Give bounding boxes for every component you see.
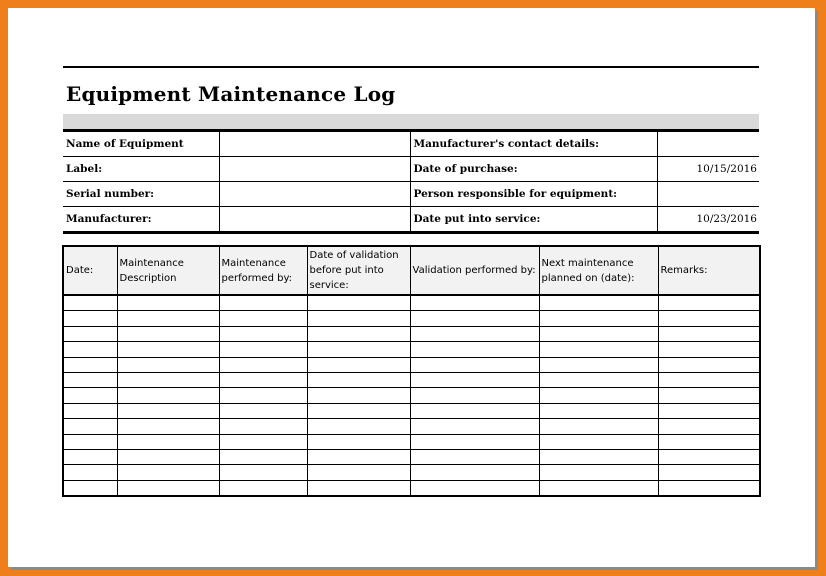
table-cell[interactable] [410, 449, 539, 464]
header-band [63, 114, 759, 129]
table-cell[interactable] [410, 434, 539, 449]
service-date-label: Date put into service: [410, 207, 657, 233]
manufacturer-contact-label: Manufacturer's contact details: [410, 132, 657, 157]
table-cell[interactable] [539, 342, 658, 357]
table-cell[interactable] [410, 326, 539, 341]
document-title: Equipment Maintenance Log [66, 82, 396, 106]
equipment-name-value[interactable] [219, 132, 410, 157]
table-cell[interactable] [63, 357, 117, 372]
info-row-manufacturer [63, 207, 759, 233]
table-cell[interactable] [63, 403, 117, 418]
table-cell[interactable] [117, 372, 219, 387]
table-cell[interactable] [63, 419, 117, 434]
table-cell[interactable] [117, 449, 219, 464]
table-cell[interactable] [219, 403, 307, 418]
table-cell[interactable] [307, 419, 410, 434]
table-row [63, 480, 760, 496]
info-row-serial [63, 182, 759, 207]
table-cell[interactable] [219, 295, 307, 311]
table-row [63, 403, 760, 418]
table-cell[interactable] [658, 311, 760, 326]
header-validation-date: Date of validation before put into service: [307, 246, 410, 295]
log-body [63, 295, 760, 496]
table-cell[interactable] [219, 311, 307, 326]
table-row [63, 326, 760, 341]
table-cell[interactable] [410, 311, 539, 326]
table-cell[interactable] [117, 419, 219, 434]
table-cell[interactable] [410, 480, 539, 496]
top-rule [63, 66, 759, 68]
table-row [63, 357, 760, 372]
table-cell[interactable] [307, 326, 410, 341]
table-cell[interactable] [63, 480, 117, 496]
table-cell[interactable] [658, 465, 760, 480]
table-cell[interactable] [117, 311, 219, 326]
info-row-label [63, 157, 759, 182]
table-cell[interactable] [63, 311, 117, 326]
table-cell[interactable] [219, 388, 307, 403]
table-cell[interactable] [307, 434, 410, 449]
document-page [8, 8, 815, 567]
table-cell[interactable] [63, 295, 117, 311]
table-cell[interactable] [219, 419, 307, 434]
header-performed-by: Maintenance performed by: [219, 246, 307, 295]
table-cell[interactable] [307, 465, 410, 480]
header-remarks: Remarks: [658, 246, 760, 295]
table-cell[interactable] [219, 434, 307, 449]
label-label: Label: [63, 157, 219, 182]
table-row [63, 372, 760, 387]
table-cell[interactable] [307, 295, 410, 311]
table-cell[interactable] [117, 465, 219, 480]
table-cell[interactable] [117, 388, 219, 403]
table-cell[interactable] [63, 434, 117, 449]
table-row [63, 434, 760, 449]
table-cell[interactable] [410, 357, 539, 372]
table-cell[interactable] [410, 295, 539, 311]
table-cell[interactable] [219, 449, 307, 464]
table-cell[interactable] [658, 449, 760, 464]
table-cell[interactable] [539, 465, 658, 480]
table-cell[interactable] [658, 357, 760, 372]
table-cell[interactable] [410, 388, 539, 403]
header-next-maintenance: Next maintenance planned on (date): [539, 246, 658, 295]
table-cell[interactable] [658, 480, 760, 496]
table-cell[interactable] [410, 465, 539, 480]
table-cell[interactable] [539, 311, 658, 326]
table-cell[interactable] [307, 449, 410, 464]
table-cell[interactable] [658, 342, 760, 357]
table-cell[interactable] [307, 388, 410, 403]
table-cell[interactable] [307, 372, 410, 387]
equipment-info-table [63, 132, 759, 234]
table-cell[interactable] [658, 372, 760, 387]
table-cell[interactable] [539, 372, 658, 387]
purchase-date-value[interactable]: 10/15/2016 [657, 157, 759, 182]
table-cell[interactable] [117, 326, 219, 341]
table-cell[interactable] [658, 403, 760, 418]
log-header-row [63, 246, 760, 295]
manufacturer-label: Manufacturer: [63, 207, 219, 233]
table-cell[interactable] [307, 480, 410, 496]
table-cell[interactable] [539, 388, 658, 403]
header-validation-by: Validation performed by: [410, 246, 539, 295]
purchase-date-label: Date of purchase: [410, 157, 657, 182]
table-cell[interactable] [658, 419, 760, 434]
table-cell[interactable] [63, 388, 117, 403]
serial-number-label: Serial number: [63, 182, 219, 207]
responsible-person-label: Person responsible for equipment: [410, 182, 657, 207]
table-cell[interactable] [117, 403, 219, 418]
table-cell[interactable] [658, 326, 760, 341]
table-cell[interactable] [307, 311, 410, 326]
table-row [63, 342, 760, 357]
header-maintenance-description: Maintenance Description [117, 246, 219, 295]
table-row [63, 449, 760, 464]
label-value[interactable] [219, 157, 410, 182]
table-row [63, 419, 760, 434]
table-cell[interactable] [219, 480, 307, 496]
table-cell[interactable] [63, 372, 117, 387]
table-row [63, 311, 760, 326]
table-cell[interactable] [219, 465, 307, 480]
service-date-value[interactable]: 10/23/2016 [657, 207, 759, 233]
manufacturer-value[interactable] [219, 207, 410, 233]
table-cell[interactable] [410, 342, 539, 357]
serial-number-value[interactable] [219, 182, 410, 207]
table-cell[interactable] [117, 295, 219, 311]
table-cell[interactable] [539, 449, 658, 464]
info-row-equipment-name [63, 132, 759, 157]
table-cell[interactable] [307, 342, 410, 357]
table-cell[interactable] [219, 372, 307, 387]
table-cell[interactable] [219, 342, 307, 357]
table-cell[interactable] [307, 357, 410, 372]
table-row [63, 388, 760, 403]
table-cell[interactable] [117, 480, 219, 496]
table-row [63, 295, 760, 311]
table-cell[interactable] [410, 403, 539, 418]
table-cell[interactable] [539, 403, 658, 418]
table-cell[interactable] [307, 403, 410, 418]
table-cell[interactable] [539, 326, 658, 341]
table-cell[interactable] [539, 295, 658, 311]
table-cell[interactable] [658, 295, 760, 311]
table-cell[interactable] [117, 342, 219, 357]
table-cell[interactable] [410, 419, 539, 434]
maintenance-log-table [62, 245, 761, 497]
table-cell[interactable] [63, 342, 117, 357]
table-cell[interactable] [410, 372, 539, 387]
table-cell[interactable] [539, 357, 658, 372]
table-cell[interactable] [117, 434, 219, 449]
table-cell[interactable] [63, 449, 117, 464]
table-row [63, 465, 760, 480]
table-cell[interactable] [219, 357, 307, 372]
table-cell[interactable] [658, 434, 760, 449]
table-cell[interactable] [539, 419, 658, 434]
table-cell[interactable] [117, 357, 219, 372]
table-cell[interactable] [539, 434, 658, 449]
responsible-person-value[interactable] [657, 182, 759, 207]
table-cell[interactable] [63, 326, 117, 341]
table-cell[interactable] [658, 388, 760, 403]
table-cell[interactable] [539, 480, 658, 496]
table-cell[interactable] [219, 326, 307, 341]
header-date: Date: [63, 246, 117, 295]
manufacturer-contact-value[interactable] [657, 132, 759, 157]
table-cell[interactable] [63, 465, 117, 480]
equipment-name-label: Name of Equipment [63, 132, 219, 157]
